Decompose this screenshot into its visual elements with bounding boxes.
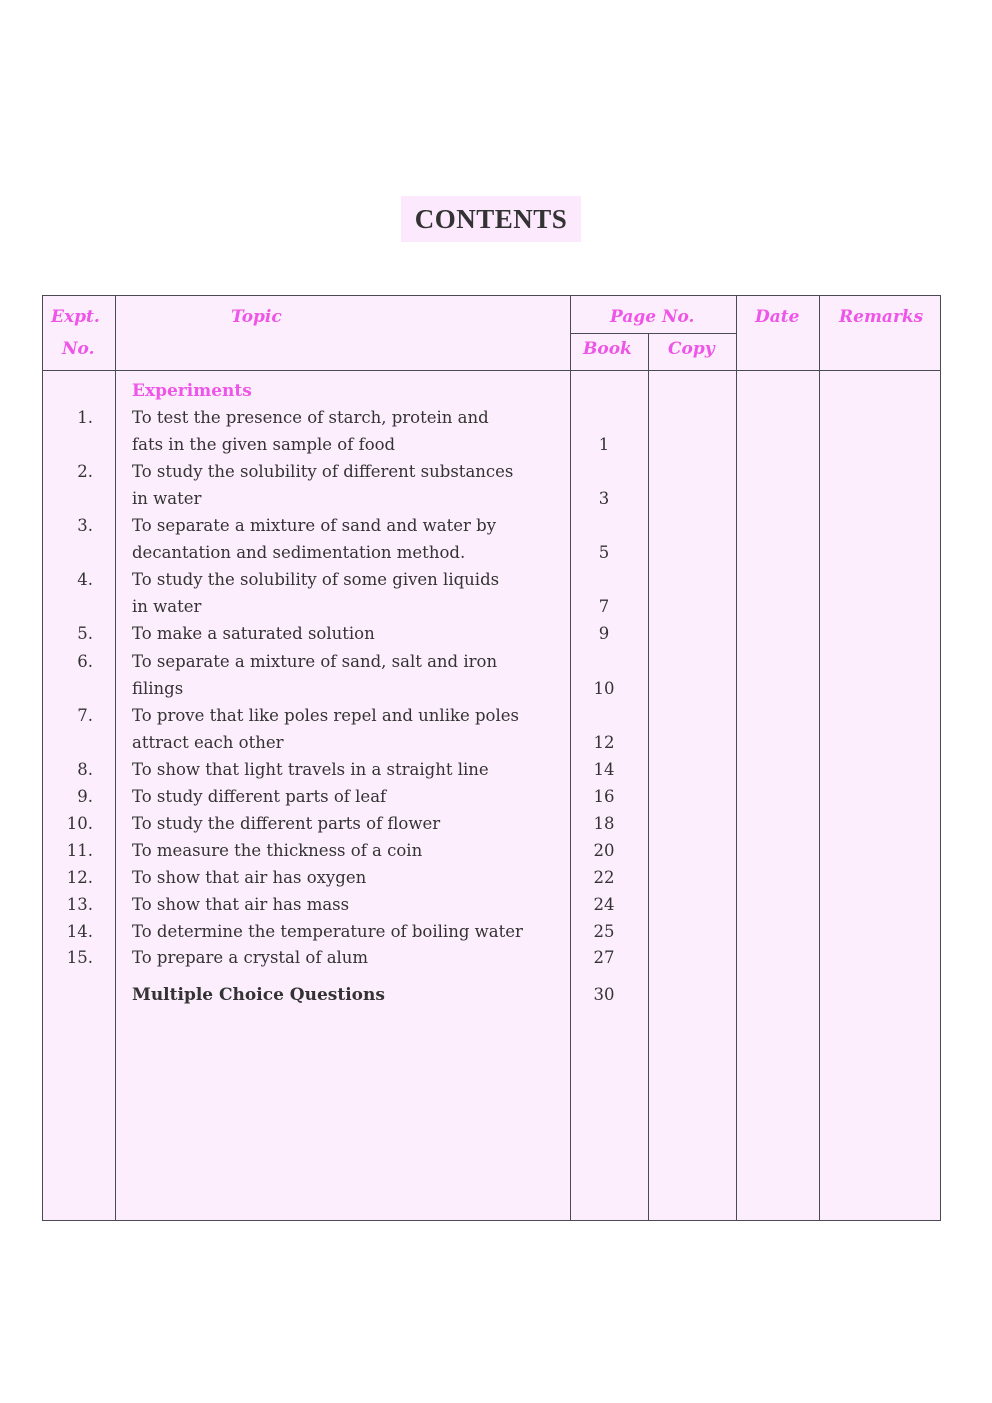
row-topic-line: decantation and sedimentation method. xyxy=(132,543,466,562)
row-number: 3. xyxy=(77,516,93,535)
page-no-divider xyxy=(570,333,736,334)
row-topic-line: To make a saturated solution xyxy=(132,624,375,643)
row-number: 11. xyxy=(66,841,93,860)
row-page: 12 xyxy=(593,733,615,752)
row-number: 10. xyxy=(66,814,93,833)
row-number: 5. xyxy=(77,624,93,643)
row-topic-line: To study the solubility of different substances xyxy=(132,462,514,481)
row-number: 15. xyxy=(66,948,93,967)
row-page: 18 xyxy=(593,814,615,833)
row-topic-line: To prove that like poles repel and unlike poles xyxy=(132,706,519,725)
column-divider xyxy=(570,296,571,1220)
row-topic-line: attract each other xyxy=(132,733,284,752)
header-no: No. xyxy=(62,339,95,359)
column-divider xyxy=(648,296,649,1220)
row-number: 13. xyxy=(66,895,93,914)
mcq-page: 30 xyxy=(593,985,615,1004)
row-topic-line: fats in the given sample of food xyxy=(132,435,396,454)
column-divider xyxy=(115,296,116,1220)
header-expt: Expt. xyxy=(51,307,100,327)
row-number: 1. xyxy=(77,408,93,427)
page-title: CONTENTS xyxy=(414,203,568,234)
row-topic-line: To study the solubility of some given liquids xyxy=(132,570,500,589)
row-page: 25 xyxy=(593,922,615,941)
row-page: 20 xyxy=(593,841,615,860)
header-remarks: Remarks xyxy=(839,307,924,327)
title-box xyxy=(401,196,581,242)
row-number: 8. xyxy=(77,760,93,779)
row-topic-line: To determine the temperature of boiling water xyxy=(132,922,523,941)
row-number: 14. xyxy=(66,922,93,941)
row-number: 4. xyxy=(77,570,93,589)
row-page: 22 xyxy=(593,868,615,887)
row-number: 9. xyxy=(77,787,93,806)
row-topic-line: To show that light travels in a straight line xyxy=(132,760,489,779)
column-divider xyxy=(819,296,820,1220)
row-page: 16 xyxy=(593,787,615,806)
header-copy: Copy xyxy=(668,339,715,359)
column-divider xyxy=(736,296,737,1220)
row-page: 9 xyxy=(598,624,610,643)
header-page-no: Page No. xyxy=(610,307,695,327)
row-number: 7. xyxy=(77,706,93,725)
header-divider xyxy=(43,370,940,371)
row-topic-line: To test the presence of starch, protein and xyxy=(132,408,489,427)
row-page: 3 xyxy=(598,489,610,508)
mcq-label: Multiple Choice Questions xyxy=(132,985,385,1005)
row-page: 7 xyxy=(598,597,610,616)
row-page: 10 xyxy=(593,679,615,698)
header-date: Date xyxy=(755,307,800,327)
row-topic-line: To separate a mixture of sand and water by xyxy=(132,516,497,535)
row-page: 5 xyxy=(598,543,610,562)
row-topic-line: filings xyxy=(132,679,184,698)
row-topic-line: To separate a mixture of sand, salt and iron xyxy=(132,652,498,671)
row-topic-line: in water xyxy=(132,489,202,508)
row-number: 2. xyxy=(77,462,93,481)
row-number: 6. xyxy=(77,652,93,671)
contents-table xyxy=(42,295,941,1221)
row-topic-line: in water xyxy=(132,597,202,616)
row-page: 14 xyxy=(593,760,615,779)
row-topic-line: To measure the thickness of a coin xyxy=(132,841,423,860)
row-topic-line: To study different parts of leaf xyxy=(132,787,387,806)
header-book: Book xyxy=(583,339,632,359)
row-page: 27 xyxy=(593,948,615,967)
row-topic-line: To show that air has oxygen xyxy=(132,868,367,887)
row-number: 12. xyxy=(66,868,93,887)
row-page: 24 xyxy=(593,895,615,914)
row-topic-line: To show that air has mass xyxy=(132,895,350,914)
row-topic-line: To study the different parts of flower xyxy=(132,814,441,833)
section-experiments: Experiments xyxy=(132,381,252,401)
header-topic: Topic xyxy=(231,307,282,327)
row-page: 1 xyxy=(598,435,610,454)
row-topic-line: To prepare a crystal of alum xyxy=(132,948,369,967)
